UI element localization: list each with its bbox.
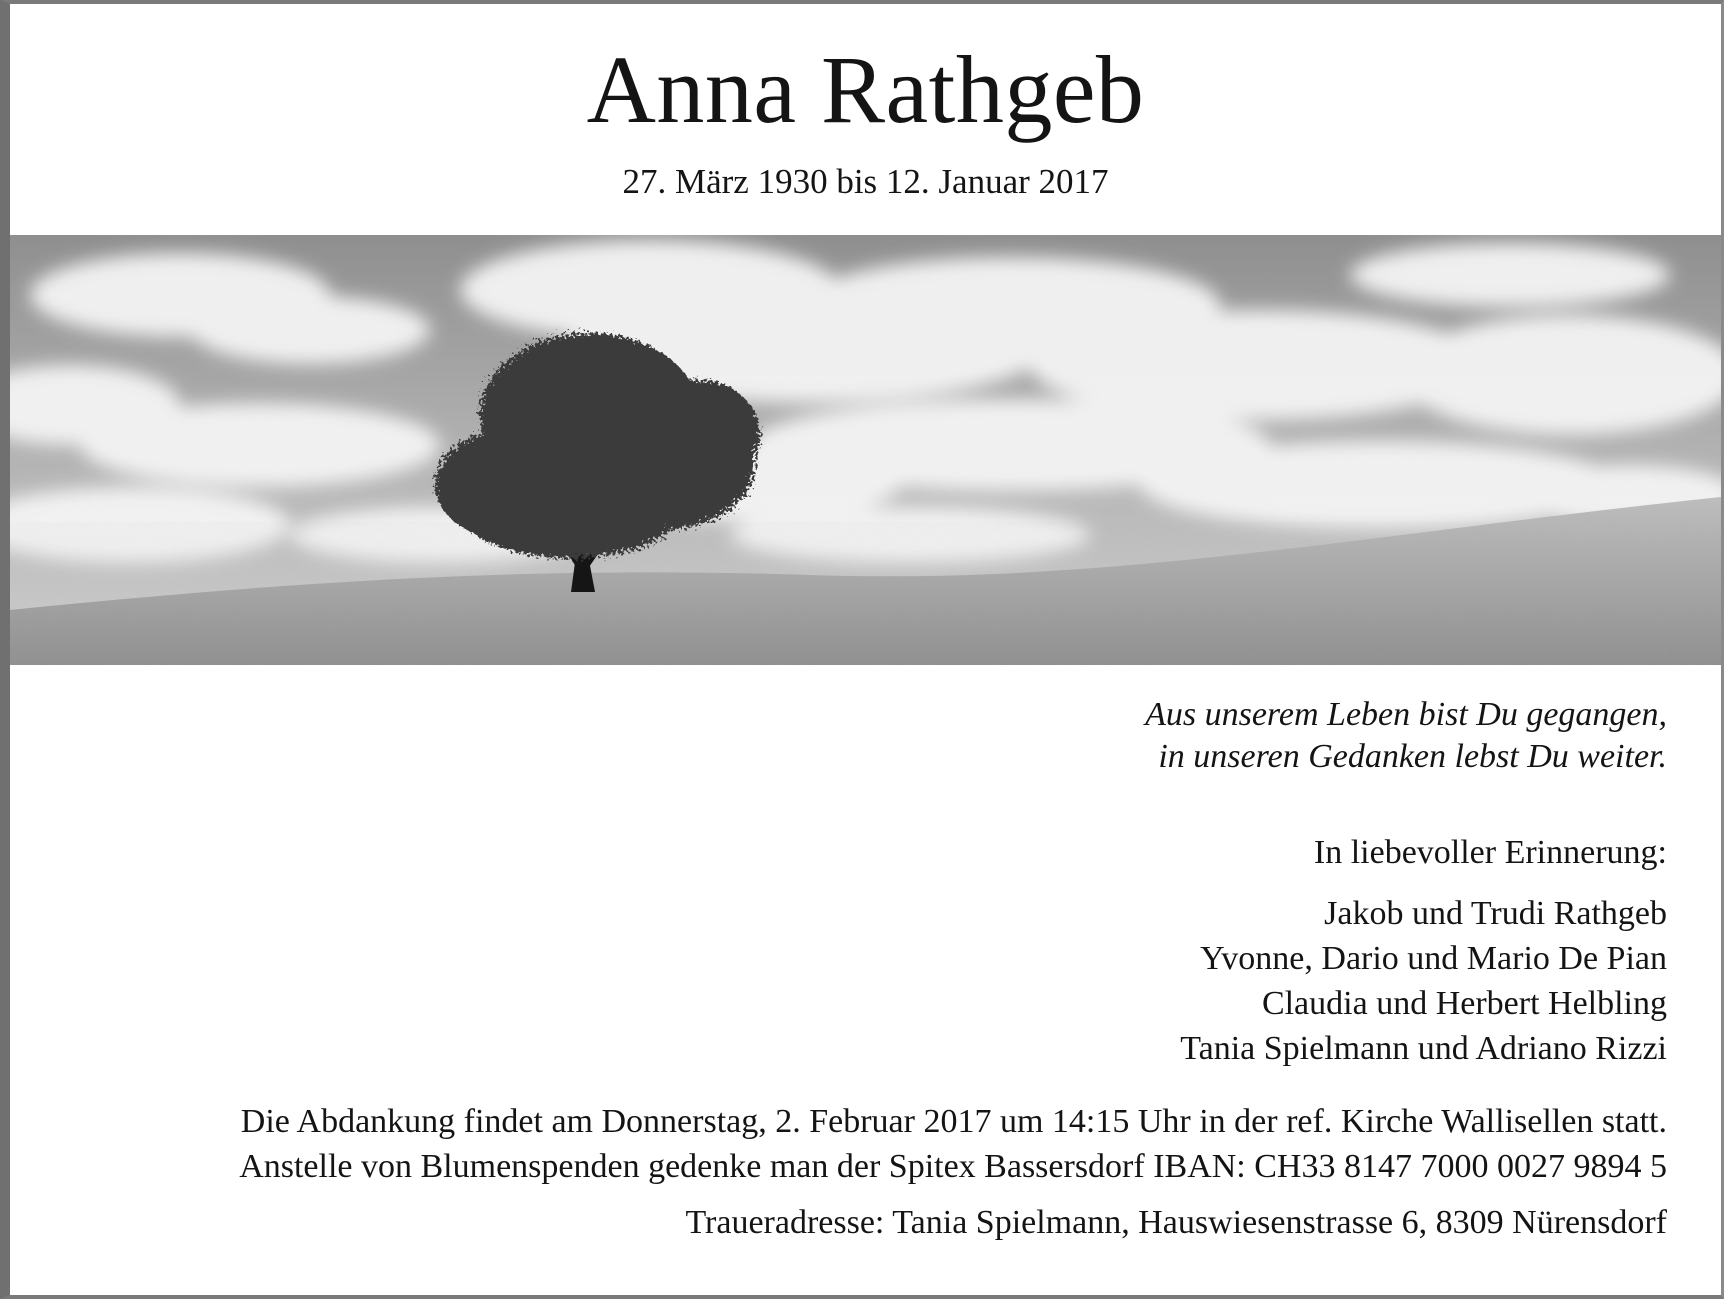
service-info [239,1099,1667,1189]
mourner-entry: Yvonne, Dario und Mario De Pian [1200,940,1667,977]
mourners-list [1180,891,1667,1071]
mourner-entry: Tania Spielmann und Adriano Rizzi [1180,1030,1667,1067]
service-line: Die Abdankung findet am Donnerstag, 2. Februar 2017 um 14:15 Uhr in der ref. Kirche Wallisellen statt. [240,1103,1667,1140]
quote-line: Aus unserem Leben bist Du gegangen, [1145,696,1667,733]
mourner-entry: Claudia und Herbert Helbling [1261,985,1667,1022]
quote-line: in unseren Gedanken lebst Du weiter. [1158,738,1667,775]
memory-heading: In liebevoller Erinnerung: [1313,834,1667,871]
life-dates: 27. März 1930 bis 12. Januar 2017 [622,162,1109,201]
deceased-name: Anna Rathgeb [586,36,1145,143]
memorial-quote [1145,694,1667,778]
mourning-address: Traueradresse: Tania Spielmann, Hauswiesenstrasse 6, 8309 Nürensdorf [685,1204,1667,1241]
tree-landscape-image [10,235,1721,665]
donation-line: Anstelle von Blumenspenden gedenke man der Spitex Bassersdorf IBAN: CH33 8147 7000 0027 9894 5 [239,1148,1667,1185]
mourner-entry: Jakob und Trudi Rathgeb [1324,895,1667,932]
